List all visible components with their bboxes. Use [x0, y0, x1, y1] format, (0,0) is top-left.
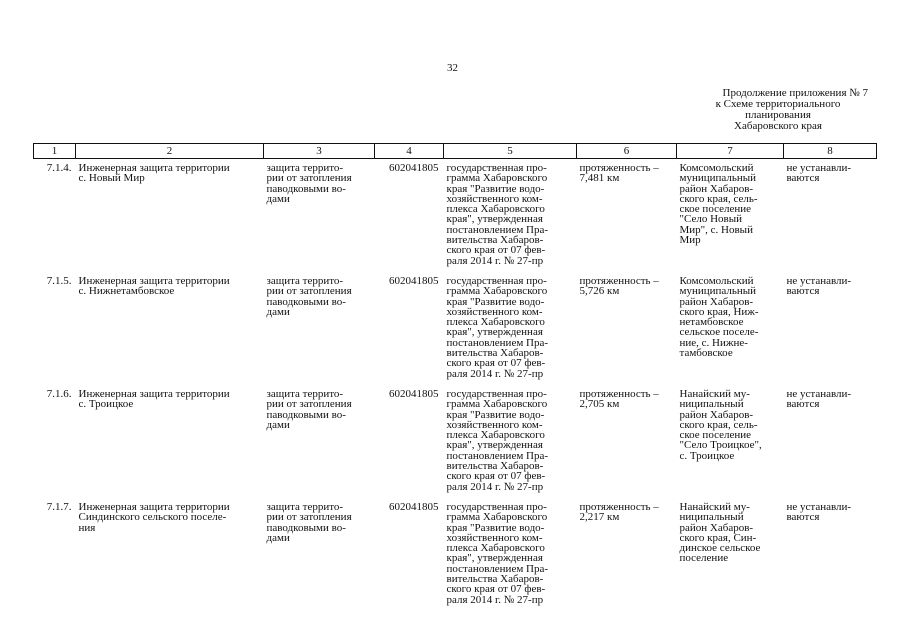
cell-purpose: защита террито- рии от затопления паводковыми во- дами	[266, 387, 352, 431]
cell-zones: не устанавли- ваются	[786, 387, 852, 411]
cell-object-name: Инженерная защита территории с. Троицкое	[78, 387, 230, 411]
appendix-line-2: к Схеме территориального	[715, 98, 841, 110]
cell-length: протяженность – 2,705 км	[579, 387, 659, 411]
cell-number: 7.1.5.	[46, 274, 72, 287]
table-row	[34, 498, 877, 611]
cell-purpose: защита террито- рии от затопления паводковыми во- дами	[266, 500, 352, 544]
page-number: 32	[447, 62, 458, 74]
column-header: 8	[784, 144, 877, 159]
cell-length: протяженность – 7,481 км	[579, 162, 659, 185]
cell-program: государственная про- грамма Хабаровского края "Развитие водо- хозяйственного ком- плекса Хабаровского края", утвержденная постановлением Пра- вительства Хабаров- ского края от 07 фев- раля 2014 г. № 27-пр	[446, 162, 549, 267]
cell-program: государственная про- грамма Хабаровского края "Развитие водо- хозяйственного ком- плекса Хабаровского края", утвержденная постановлением Пра- вительства Хабаров- ского края от 07 фев- раля 2014 г. № 27-пр	[446, 500, 549, 606]
cell-number: 7.1.6.	[46, 387, 72, 400]
appendix-line-4: Хабаровского края	[734, 120, 822, 132]
table-row	[34, 385, 877, 498]
cell-object-name: Инженерная защита территории с. Новый Мир	[78, 162, 230, 185]
column-header: 5	[444, 144, 577, 159]
table-row	[34, 272, 877, 385]
cell-location: Нанайский му- ниципальный район Хабаров- ского края, сель- ское поселение "Село Троицкое", с. Троицкое	[679, 387, 762, 462]
cell-object-name: Инженерная защита территории Синдинского сельского поселе- ния	[78, 500, 230, 534]
cell-number: 7.1.7.	[46, 500, 72, 513]
cell-code: 602041805	[389, 274, 439, 287]
column-header: 1	[34, 144, 76, 159]
cell-code: 602041805	[389, 500, 439, 513]
cell-length: протяженность – 2,217 км	[579, 500, 659, 524]
cell-purpose: защита террито- рии от затопления паводковыми во- дами	[266, 162, 352, 205]
cell-zones: не устанавли- ваются	[786, 500, 852, 524]
table-row	[34, 159, 877, 272]
cell-location: Комсомольский муниципальный район Хабаров- ского края, Ниж- нетамбовское сельское поселе- ние, с. Нижне- тамбовское	[679, 274, 759, 360]
cell-zones: не устанавли- ваются	[786, 274, 852, 298]
cell-code: 602041805	[389, 162, 439, 174]
column-header: 2	[76, 144, 264, 159]
appendix-line-1: Продолжение приложения № 7	[722, 87, 868, 99]
data-table	[33, 143, 877, 611]
cell-object-name: Инженерная защита территории с. Нижнетамбовское	[78, 274, 230, 298]
cell-program: государственная про- грамма Хабаровского края "Развитие водо- хозяйственного ком- плекса Хабаровского края", утвержденная постановлением Пра- вительства Хабаров- ского края от 07 фев- раля 2014 г. № 27-пр	[446, 274, 549, 380]
cell-location: Нанайский му- ниципальный район Хабаров- ского края, Син- динское сельское поселение	[679, 500, 761, 565]
table-header-row	[34, 144, 877, 159]
appendix-heading	[688, 88, 868, 132]
cell-purpose: защита террито- рии от затопления паводковыми во- дами	[266, 274, 352, 318]
column-header: 6	[577, 144, 677, 159]
cell-number: 7.1.4.	[46, 162, 72, 174]
column-header: 4	[375, 144, 444, 159]
cell-program: государственная про- грамма Хабаровского края "Развитие водо- хозяйственного ком- плекса Хабаровского края", утвержденная постановлением Пра- вительства Хабаров- ского края от 07 фев- раля 2014 г. № 27-пр	[446, 387, 549, 493]
cell-code: 602041805	[389, 387, 439, 400]
cell-zones: не устанавли- ваются	[786, 162, 852, 185]
appendix-line-3: планирования	[745, 109, 811, 121]
cell-length: протяженность – 5,726 км	[579, 274, 659, 298]
column-header: 3	[264, 144, 375, 159]
cell-location: Комсомольский муниципальный район Хабаров- ского края, сель- ское поселение "Село Новый Мир", с. Новый Мир	[679, 162, 758, 247]
column-header: 7	[677, 144, 784, 159]
